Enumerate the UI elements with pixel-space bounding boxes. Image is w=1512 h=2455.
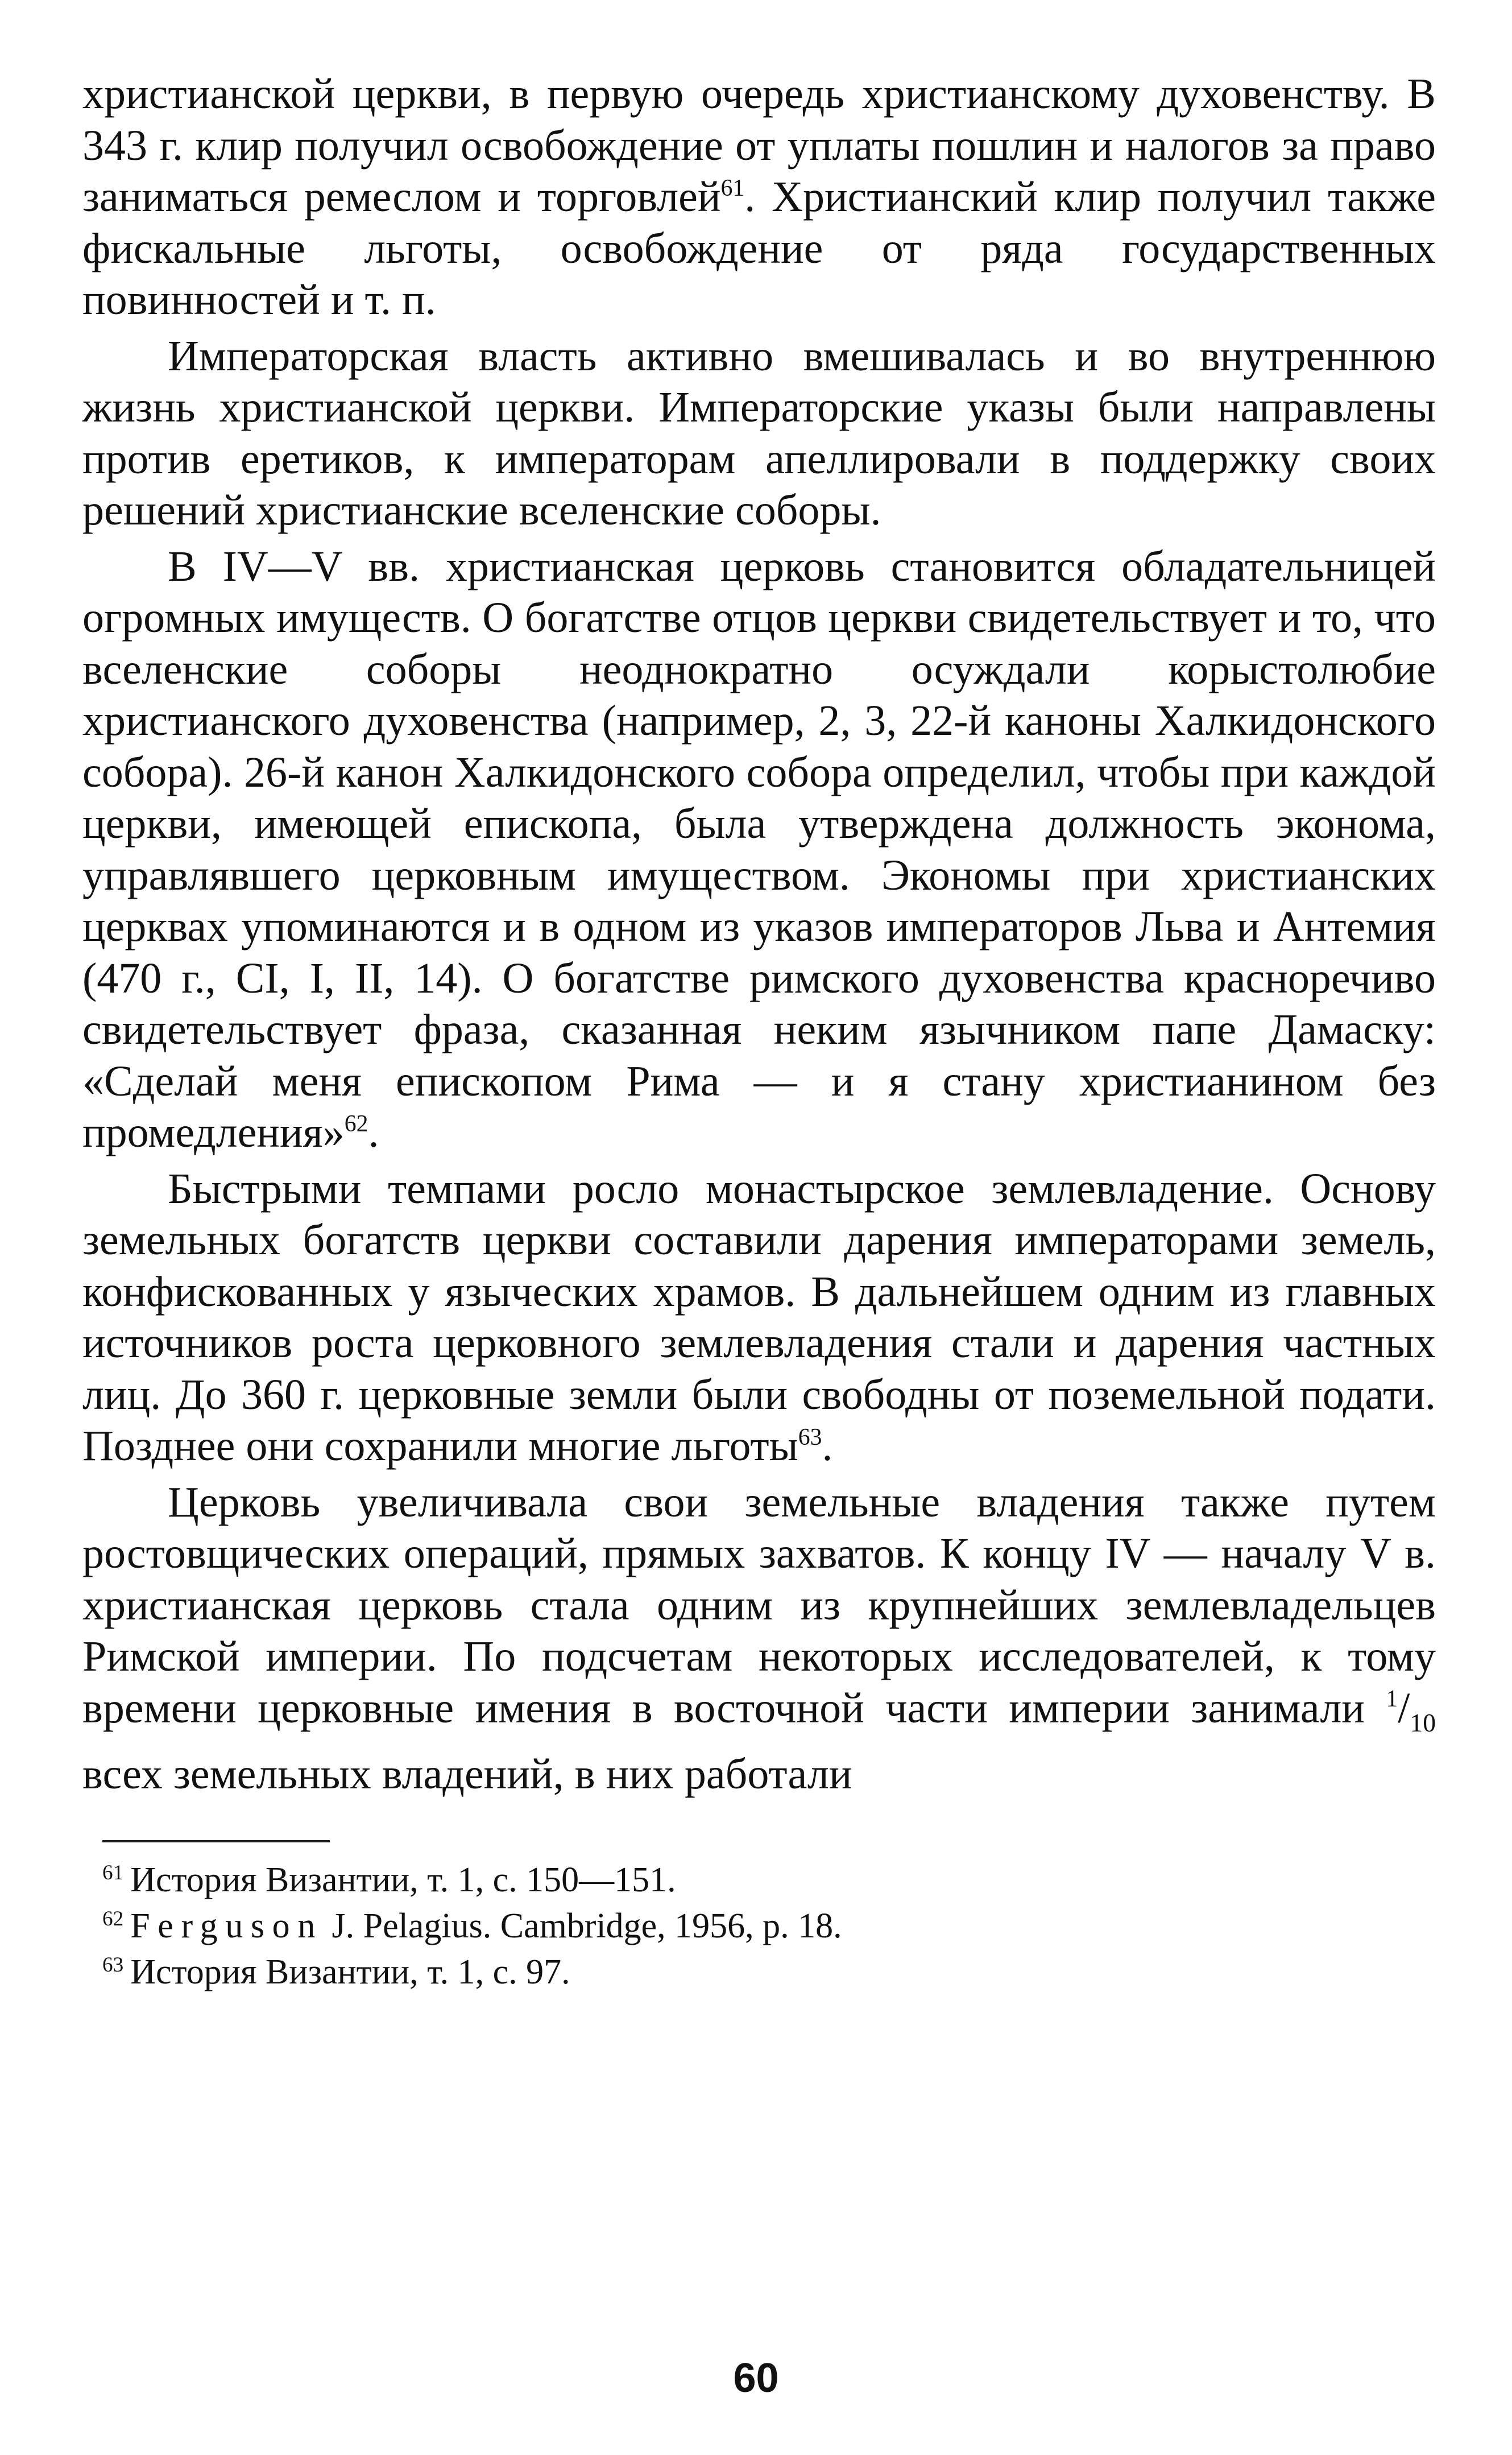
paragraph-1 (82, 68, 1436, 326)
page-number: 60 (733, 2355, 779, 2401)
footnote-63 (102, 1952, 1436, 1998)
paragraph-1-text-b: . Христианский клир получил также фискальные льготы, освобождение от ряда государственных повинностей и т. п. (82, 173, 1436, 324)
footnote-63-text: История Византии, т. 1, с. 97. (130, 1952, 570, 1991)
paragraph-2-text: Императорская власть активно вмешивалась и во внутреннюю жизнь христианской церкви. Императорские указы были направлены против еретиков, к императорам апеллировали в поддержку своих решений христианские вселенские соборы. (82, 332, 1436, 534)
paragraph-3-text-b: . (368, 1109, 379, 1156)
paragraph-1-text-a: христианской церкви, в первую очередь христианскому духовенству. В 343 г. клир получил освобождение от уплаты пошлин и налогов за право заниматься ремеслом и торговлей (82, 70, 1436, 221)
fraction-numerator: 1 (1386, 1686, 1398, 1713)
page-body (82, 68, 1436, 1998)
footnote-ref-63[interactable]: 63 (798, 1424, 822, 1450)
paragraph-4 (82, 1163, 1436, 1472)
paragraph-2 (82, 330, 1436, 536)
footnote-divider (102, 1840, 330, 1842)
footnote-ref-61[interactable]: 61 (720, 175, 745, 201)
footnote-62-mark: 62 (102, 1907, 124, 1931)
footnote-61-text: История Византии, т. 1, с. 150—151. (130, 1860, 676, 1899)
paragraph-3-text-a: В IV—V вв. христианская церковь становится обладательницей огромных имуществ. О богатстве отцов церкви свидетельствует и то, что вселенские соборы неоднократно осуждали корыстолюбие христианского духовенства (например, 2, 3, 22-й каноны Халкидонского собора). 26-й канон Халкидонского собора определил, чтобы при каждой церкви, имеющей епископа, была утверждена должность эконома, управлявшего церковным имуществом. Экономы при христианских церквах упоминаются и в одном из указов императоров Льва и Антемия (470 г., CI, I, II, 14). О богатстве римского духовенства красноречиво свидетельствует фраза, сказанная неким язычником папе Дамаску: «Сделай меня епископом Рима — и я стану христианином без промедления» (82, 542, 1436, 1156)
paragraph-5-text-a: Церковь увеличивала свои земельные владения также путем ростовщических операций, прямых захватов. К концу IV — началу V в. христианская церковь стала одним из крупнейших землевладельцев Римской империи. По подсчетам некоторых исследователей, к тому времени церковные имения в восточной части империи занимали (82, 1478, 1436, 1732)
footnote-63-mark: 63 (102, 1953, 124, 1977)
paragraph-5: Церковь увеличивала свои земельные владения также путем ростовщических операций, прямых захватов. К концу IV — началу V в. христианская церковь стала одним из крупнейших землевладельцев Римской империи. По подсчетам некоторых исследователей, к тому времени церковные имения в восточной части империи занимали $^1/_{10}$ всех земельных владений, в них работали (82, 1478, 1436, 1799)
paragraph-4-text-a: Быстрыми темпами росло монастырское землевладение. Основу земельных богатств церкви составили дарения императорами земель, конфискованных у языческих храмов. В дальнейшем одним из главных источников роста церковного землевладения стали и дарения частных лиц. До 360 г. церковные земли были свободны от поземельной подати. Позднее они сохранили многие льготы (82, 1164, 1436, 1470)
paragraph-4-text-b: . (822, 1422, 833, 1470)
paragraph-3 (82, 541, 1436, 1159)
footnote-62-text: J. Pelagius. Cambridge, 1956, p. 18. (322, 1906, 842, 1945)
footnote-61-mark: 61 (102, 1861, 124, 1885)
footnote-61 (102, 1859, 1436, 1906)
footnote-ref-62[interactable]: 62 (344, 1110, 368, 1137)
footnote-62-author: Ferguson (130, 1906, 323, 1945)
paragraph-5-text-b: всех земельных владений, в них работали (82, 1750, 852, 1799)
footnote-62 (102, 1906, 1436, 1952)
fraction-denominator: 10 (1410, 1708, 1436, 1737)
